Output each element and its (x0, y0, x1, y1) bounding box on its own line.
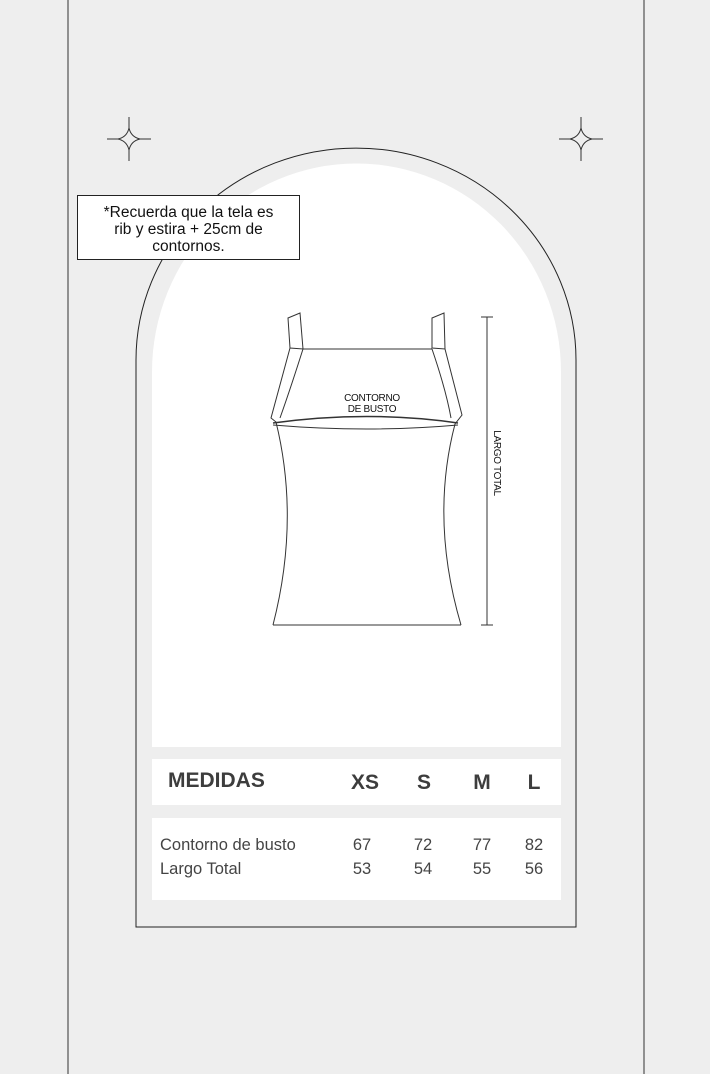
size-xs: XS (350, 771, 379, 794)
fabric-note (77, 195, 300, 260)
size-m: M (473, 771, 491, 794)
cell: 82 (524, 836, 544, 854)
cell: 56 (524, 860, 544, 878)
note-line: contornos. (152, 238, 225, 255)
row-label-bust: Contorno de busto (160, 836, 296, 854)
bust-label (330, 393, 414, 415)
size-table-header (152, 759, 561, 805)
cell: 67 (352, 836, 372, 854)
table-title: MEDIDAS (168, 769, 265, 792)
note-line: *Recuerda que la tela es (103, 204, 274, 221)
row-label-length: Largo Total (160, 860, 242, 878)
cell: 77 (472, 836, 492, 854)
sparkle-icon-right (559, 117, 603, 161)
bust-label-line: CONTORNO (344, 393, 400, 404)
sparkle-icon-left (107, 117, 151, 161)
size-l: L (527, 771, 541, 794)
note-line: rib y estira + 25cm de (114, 221, 263, 238)
size-s: S (416, 771, 431, 794)
length-label: LARGO TOTAL (491, 430, 502, 496)
cell: 54 (413, 860, 433, 878)
cell: 72 (413, 836, 433, 854)
bust-label-line: DE BUSTO (347, 404, 397, 415)
cell: 55 (472, 860, 492, 878)
cell: 53 (352, 860, 372, 878)
size-table-body (152, 818, 561, 900)
